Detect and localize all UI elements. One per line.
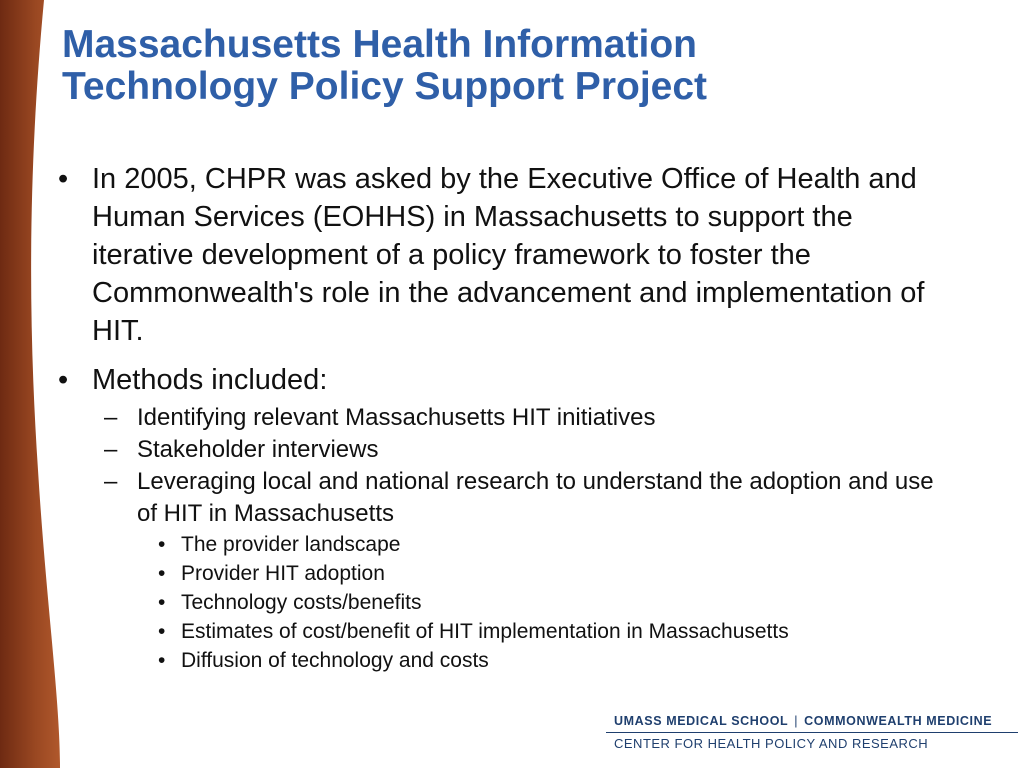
slide-title — [62, 24, 982, 108]
slide-body — [58, 160, 958, 675]
sub-bullet-text: Stakeholder interviews — [137, 436, 379, 463]
dash-marker: – — [104, 468, 118, 495]
sub-sub-bullet-item — [58, 559, 958, 588]
sub-sub-bullet-text: Estimates of cost/benefit of HIT implementation in Massachusetts — [181, 620, 789, 643]
sub-bullet-text: Identifying relevant Massachusetts HIT initiatives — [137, 404, 656, 431]
footer-separator: | — [794, 714, 799, 728]
bullet-marker: • — [58, 364, 69, 396]
sub-sub-bullet-text: Diffusion of technology and costs — [181, 649, 489, 672]
sub-sub-bullet-item — [58, 646, 958, 675]
footer-logo — [606, 712, 1018, 756]
bullet-text: In 2005, CHPR was asked by the Executive Office of Health and Human Services (EOHHS) in Massachusetts to support the iterative development of a policy framework to foster the Commonwealth's role in the advancement and implementation of HIT. — [92, 163, 925, 347]
dash-marker: – — [104, 436, 118, 463]
sub-sub-bullet-text: The provider landscape — [181, 533, 401, 556]
footer-school: UMASS MEDICAL SCHOOL — [614, 714, 789, 728]
sub-sub-bullet-text: Provider HIT adoption — [181, 562, 385, 585]
side-band-shape — [0, 0, 60, 768]
sub-bullet-text: Leveraging local and national research to understand the adoption and use of HIT in Massachusetts — [137, 468, 934, 527]
bullet-text: Methods included: — [92, 364, 328, 396]
title-line-1: Massachusetts Health Information — [62, 23, 697, 66]
bullet-item — [58, 361, 958, 399]
sub-bullet-item — [58, 434, 958, 466]
bullet-marker: • — [158, 591, 166, 614]
decorative-side-band — [0, 0, 60, 768]
sub-bullet-item — [58, 402, 958, 434]
footer-division: COMMONWEALTH MEDICINE — [804, 714, 993, 728]
title-line-2: Technology Policy Support Project — [62, 65, 708, 108]
sub-sub-bullet-item — [58, 617, 958, 646]
sub-sub-bullet-item — [58, 530, 958, 559]
footer-center-name: CENTER FOR HEALTH POLICY AND RESEARCH — [614, 736, 929, 751]
bullet-item — [58, 160, 958, 350]
sub-sub-bullet-item — [58, 588, 958, 617]
sub-sub-bullet-text: Technology costs/benefits — [181, 591, 422, 614]
bullet-marker: • — [58, 163, 69, 195]
dash-marker: – — [104, 404, 118, 431]
bullet-marker: • — [158, 562, 166, 585]
bullet-marker: • — [158, 620, 166, 643]
bullet-marker: • — [158, 649, 166, 672]
footer-institution-line — [614, 714, 992, 728]
footer-divider — [606, 732, 1018, 733]
sub-bullet-item — [58, 466, 958, 530]
bullet-marker: • — [158, 533, 166, 556]
